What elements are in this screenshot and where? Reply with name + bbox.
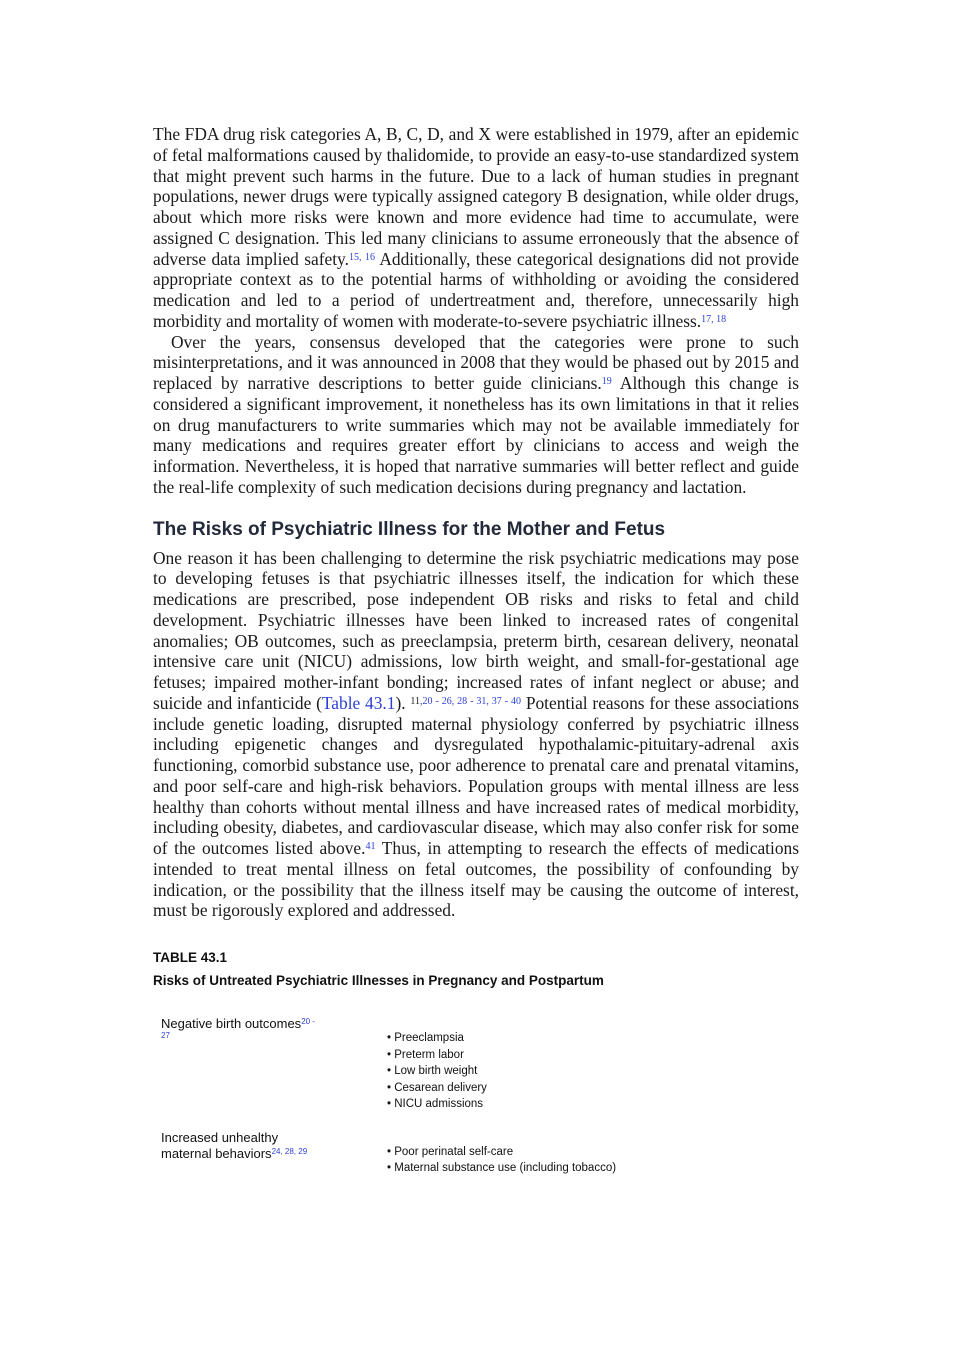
table-category-cell — [153, 1016, 387, 1113]
risk-list — [387, 1144, 616, 1177]
category-label: Negative birth outcomes — [161, 1016, 302, 1031]
table-reference-link[interactable]: Table 43.1 — [321, 692, 396, 713]
table-row — [153, 1130, 799, 1177]
list-item: • NICU admissions — [387, 1096, 487, 1113]
list-item: • Cesarean delivery — [387, 1080, 487, 1097]
citation-ref[interactable]: 19 — [601, 376, 612, 387]
section-heading: The Risks of Psychiatric Illness for the Mother and Fetus — [153, 518, 666, 540]
table-items-cell — [387, 1130, 616, 1177]
paragraph-text: ). — [395, 692, 411, 713]
list-item: • Low birth weight — [387, 1063, 487, 1080]
table-category-cell — [153, 1130, 387, 1177]
body-paragraph-3 — [153, 548, 799, 922]
citation-ref[interactable]: 41 — [365, 841, 376, 852]
list-item: • Preterm labor — [387, 1047, 487, 1064]
citation-ref[interactable]: ,20 - 26, 28 - 31, 37 - 40 — [420, 695, 522, 707]
list-item: • Preeclampsia — [387, 1030, 487, 1047]
list-item: • Poor perinatal self-care — [387, 1144, 616, 1161]
document-page — [153, 124, 799, 1177]
paragraph-text: Over the years, consensus developed that the categories were prone to such misinterpretations, and it was announced in 2008 that they would be phased out by 2015 and replaced by narrative descriptions to better guide clinicians. — [153, 331, 799, 393]
paragraph-text: Thus, in attempting to research the effects of medications intended to treat mental illness on fetal outcomes, the possibility of confounding by indication, or the possibility that the illness itself may be causing the outcome of interest, must be rigorously explored and addressed. — [153, 838, 799, 921]
citation-ref-plain: 11 — [410, 695, 421, 707]
paragraph-text: Additionally, these categorical designations did not provide appropriate context as to the potential harms of withholding or avoiding the considered medication and led to a period of undertreatment and, therefore, unnecessarily high morbidity and mortality of women with moderate-to-severe psychiatric illness. — [153, 248, 800, 331]
table-title: Risks of Untreated Psychiatric Illnesses in Pregnancy and Postpartum — [153, 973, 604, 988]
table-label: TABLE 43.1 — [153, 950, 228, 965]
list-item: • Maternal substance use (including tobacco) — [387, 1160, 616, 1177]
table-row — [153, 1016, 799, 1113]
category-label: maternal behaviors — [161, 1145, 272, 1161]
citation-ref[interactable]: 27 — [161, 1031, 170, 1040]
table-items-cell — [387, 1016, 487, 1113]
citation-ref[interactable]: 24, 28, 29 — [271, 1146, 308, 1156]
risk-list — [387, 1030, 487, 1113]
citation-ref[interactable]: 20 - — [301, 1017, 315, 1026]
citation-ref[interactable]: 17, 18 — [701, 313, 727, 325]
body-paragraph-2 — [153, 332, 799, 498]
body-paragraph-1 — [153, 124, 799, 332]
risk-table — [153, 1016, 799, 1177]
paragraph-text: Potential reasons for these associations include genetic loading, disrupted maternal physiology conferred by psychiatric illness including epigenetic changes and dysregulated hypothalamic-pituitary-adrenal axis functioning, comorbid substance use, poor adherence to prenatal care and prenatal vitamins, and poor self-care and high-risk behaviors. Population groups with mental illness are less healthy than cohorts without mental illness and have increased rates of medical morbidity, including obesity, diabetes, and cardiovascular disease, which may also confer risk for some of the outcomes listed above. — [153, 692, 799, 858]
paragraph-text: One reason it has been challenging to determine the risk psychiatric medications may pose to developing fetuses is that psychiatric illnesses itself, the indication for which these medications are prescribed, pose independent OB risks and risks to fetal and child development. Psychiatric illnesses have been linked to increased rates of congenital anomalies; OB outcomes, such as preeclampsia, preterm birth, cesarean delivery, neonatal intensive care unit (NICU) admissions, low birth weight, and small-for-gestational age fetuses; impaired mother-infant bonding; increased rates of infant neglect or abuse; and suicide and infanticide ( — [153, 547, 799, 713]
category-label: Increased unhealthy — [161, 1129, 279, 1145]
citation-ref[interactable]: 15, 16 — [348, 251, 375, 263]
paragraph-text: Although this change is considered a significant improvement, it nonetheless has its own limitations in that it relies on drug manufacturers to write summaries which may not be available immediately for many medications and requires greater effort by clinicians to access and weigh the information. Nevertheless, it is hoped that narrative summaries will better reflect and guide the real-life complexity of such medication decisions during pregnancy and lactation. — [153, 373, 799, 497]
paragraph-text: The FDA drug risk categories A, B, C, D, and X were established in 1979, after an epidemic of fetal malformations caused by thalidomide, to provide an easy-to-use standardized system that might prevent such harms in the future. Due to a lack of human studies in pregnant populations, newer drugs were typically assigned category B designation, while older drugs, about which more risks were known and more evidence had time to accumulate, were assigned C designation. This led many clinicians to assume erroneously that the absence of adverse data implied safety. — [153, 124, 799, 269]
